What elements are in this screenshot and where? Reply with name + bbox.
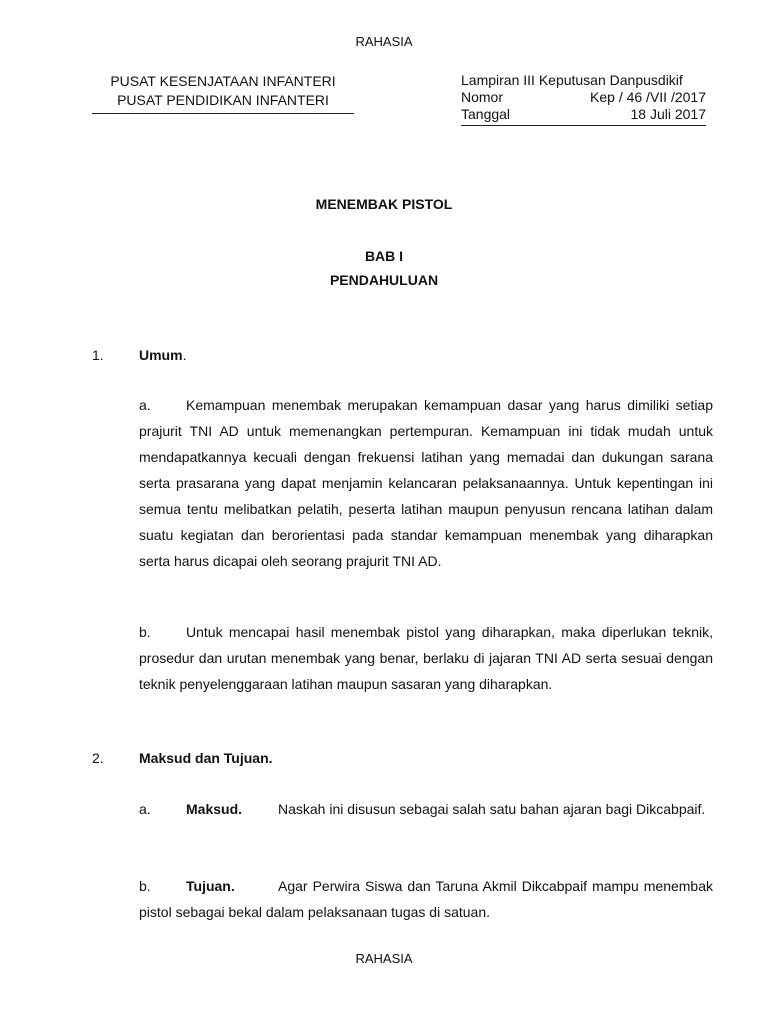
org-underline bbox=[92, 113, 354, 114]
reference-block bbox=[461, 72, 706, 123]
ref-date-label: Tanggal bbox=[461, 106, 511, 122]
section-number: 1. bbox=[92, 347, 104, 363]
chapter-title: PENDAHULUAN bbox=[329, 272, 439, 288]
organization-header bbox=[92, 72, 354, 110]
classification-top: RAHASIA bbox=[355, 34, 413, 49]
org-line-1: PUSAT KESENJATAAN INFANTERI bbox=[110, 73, 336, 89]
paragraph-label: b. bbox=[139, 624, 151, 640]
reference-underline bbox=[461, 125, 706, 126]
paragraph-label: a. bbox=[139, 801, 151, 817]
paragraph-bold-label: Maksud. bbox=[186, 801, 243, 817]
paragraph-text: Untuk mencapai hasil menembak pistol yang diharapkan, maka diperlukan teknik, prosedur dan urutan menembak yang benar, berlaku di jajaran TNI AD serta sesuai dengan teknik penyelenggaraan latihan maupun sasaran yang diharapkan. bbox=[139, 624, 713, 692]
document-title: MENEMBAK PISTOL bbox=[315, 196, 453, 212]
paragraph-label: b. bbox=[139, 878, 151, 894]
paragraph-bold-label: Tujuan. bbox=[186, 878, 235, 894]
section-heading: Maksud dan Tujuan. bbox=[139, 750, 273, 766]
paragraph-text: Naskah ini disusun sebagai salah satu bahan ajaran bagi Dikcabpaif. bbox=[278, 801, 706, 817]
section-number: 2. bbox=[92, 750, 104, 766]
paragraph-text: Kemampuan menembak merupakan kemampuan dasar yang harus dimiliki setiap prajurit TNI AD untuk memenangkan pertempuran. Kemampuan ini tidak mudah untuk mendapatkannya kecuali dengan frekuensi latihan yang memadai dan dukungan sarana serta prasarana yang dapat menjamin kelancaran pelaksanaannya. Untuk kepentingan ini semua tentu melibatkan pelatih, peserta latihan maupun penyusun rencana latihan dalam suatu kegiatan dan berorientasi pada standar kemampuan menembak yang diharapkan serta harus dicapai oleh seorang prajurit TNI AD. bbox=[139, 397, 713, 569]
ref-date-value: 18 Juli 2017 bbox=[630, 106, 706, 122]
paragraph bbox=[139, 619, 713, 697]
ref-number-value: Kep / 46 /VII /2017 bbox=[590, 89, 706, 105]
classification-bottom: RAHASIA bbox=[355, 951, 413, 966]
paragraph-label: a. bbox=[139, 397, 151, 413]
ref-title: Lampiran III Keputusan Danpusdikif bbox=[461, 72, 683, 88]
ref-number-label: Nomor bbox=[461, 89, 504, 105]
paragraph bbox=[139, 392, 713, 574]
section-heading-suffix: . bbox=[182, 347, 187, 363]
paragraph bbox=[139, 796, 713, 822]
section-heading bbox=[139, 347, 186, 363]
paragraph bbox=[139, 873, 713, 925]
chapter-number: BAB I bbox=[364, 248, 404, 264]
paragraph-text: Agar Perwira Siswa dan Taruna Akmil Dikcabpaif mampu menembak pistol sebagai bekal dalam pelaksanaan tugas di satuan. bbox=[139, 878, 713, 920]
org-line-2: PUSAT PENDIDIKAN INFANTERI bbox=[117, 92, 329, 108]
section-heading-text: Umum bbox=[139, 347, 183, 363]
